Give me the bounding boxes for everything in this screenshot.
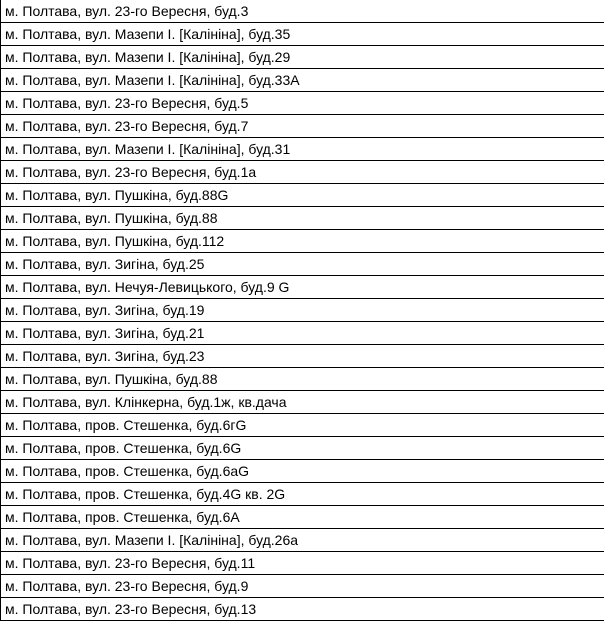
sheet-margin — [604, 0, 611, 635]
address-cell[interactable]: м. Полтава, вул. 23-го Вересня, буд.13 — [1, 598, 605, 621]
address-cell[interactable]: м. Полтава, вул. 23-го Вересня, буд.3 — [1, 0, 605, 23]
table-row — [1, 368, 605, 391]
table-row — [1, 230, 605, 253]
table-row — [1, 46, 605, 69]
table-row — [1, 391, 605, 414]
address-cell[interactable]: м. Полтава, вул. Пушкіна, буд.112 — [1, 230, 605, 253]
address-cell[interactable]: м. Полтава, вул. Пушкіна, буд.88 — [1, 368, 605, 391]
table-row — [1, 115, 605, 138]
table-row — [1, 207, 605, 230]
address-cell[interactable]: м. Полтава, вул. 23-го Вересня, буд.7 — [1, 115, 605, 138]
address-cell[interactable]: м. Полтава, вул. Зигіна, буд.23 — [1, 345, 605, 368]
table-row — [1, 322, 605, 345]
table-row — [1, 483, 605, 506]
address-cell[interactable]: м. Полтава, вул. Мазепи І. [Калініна], буд.26а — [1, 529, 605, 552]
table-row — [1, 23, 605, 46]
table-row — [1, 575, 605, 598]
address-cell[interactable]: м. Полтава, пров. Стешенка, буд.6G — [1, 437, 605, 460]
address-cell[interactable]: м. Полтава, вул. 23-го Вересня, буд.9 — [1, 575, 605, 598]
address-cell[interactable]: м. Полтава, вул. Мазепи І. [Калініна], буд.31 — [1, 138, 605, 161]
address-cell[interactable]: м. Полтава, вул. Пушкіна, буд.88G — [1, 184, 605, 207]
address-cell[interactable]: м. Полтава, вул. 23-го Вересня, буд.5 — [1, 92, 605, 115]
address-cell[interactable]: м. Полтава, вул. Пушкіна, буд.88 — [1, 207, 605, 230]
table-row — [1, 506, 605, 529]
address-cell[interactable]: м. Полтава, пров. Стешенка, буд.4G кв. 2G — [1, 483, 605, 506]
address-cell[interactable]: м. Полтава, вул. 23-го Вересня, буд.11 — [1, 552, 605, 575]
table-row — [1, 414, 605, 437]
table-row — [1, 92, 605, 115]
address-cell[interactable]: м. Полтава, вул. Мазепи І. [Калініна], буд.35 — [1, 23, 605, 46]
table-row — [1, 276, 605, 299]
address-cell[interactable]: м. Полтава, вул. Зигіна, буд.19 — [1, 299, 605, 322]
address-cell[interactable]: м. Полтава, вул. Мазепи І. [Калініна], буд.33А — [1, 69, 605, 92]
table-row — [1, 0, 605, 23]
table-row — [1, 299, 605, 322]
table-row — [1, 161, 605, 184]
table-row — [1, 529, 605, 552]
address-cell[interactable]: м. Полтава, пров. Стешенка, буд.6А — [1, 506, 605, 529]
table-row — [1, 69, 605, 92]
address-cell[interactable]: м. Полтава, вул. 23-го Вересня, буд.1а — [1, 161, 605, 184]
table-row — [1, 460, 605, 483]
table-row — [1, 345, 605, 368]
table-row — [1, 552, 605, 575]
table-row — [1, 598, 605, 621]
table-row — [1, 138, 605, 161]
address-cell[interactable]: м. Полтава, вул. Клінкерна, буд.1ж, кв.дача — [1, 391, 605, 414]
table-row — [1, 253, 605, 276]
table-row — [1, 437, 605, 460]
address-table-body — [1, 0, 605, 621]
address-cell[interactable]: м. Полтава, пров. Стешенка, буд.6аG — [1, 460, 605, 483]
address-cell[interactable]: м. Полтава, вул. Зигіна, буд.25 — [1, 253, 605, 276]
table-row — [1, 184, 605, 207]
address-cell[interactable]: м. Полтава, вул. Мазепи І. [Калініна], буд.29 — [1, 46, 605, 69]
address-cell[interactable]: м. Полтава, пров. Стешенка, буд.6гG — [1, 414, 605, 437]
address-cell[interactable]: м. Полтава, вул. Нечуя-Левицького, буд.9 G — [1, 276, 605, 299]
address-cell[interactable]: м. Полтава, вул. Зигіна, буд.21 — [1, 322, 605, 345]
